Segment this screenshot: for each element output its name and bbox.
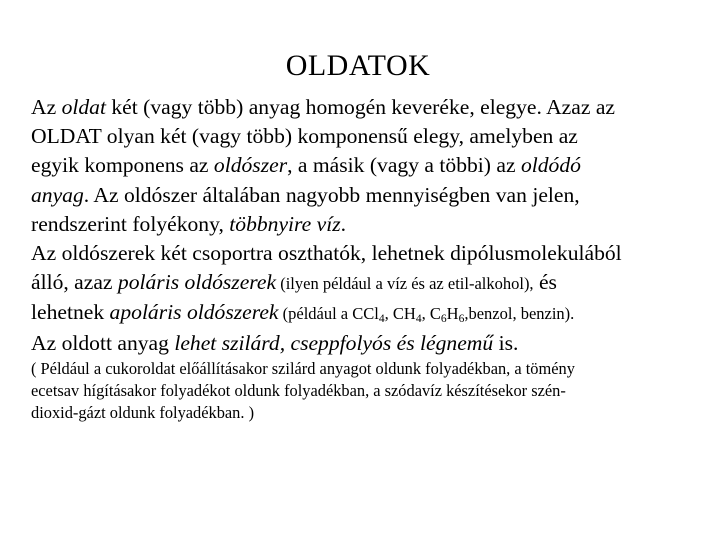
term-oldat: oldat [61,95,106,119]
text-line: Az oldószerek két csoportra oszthatók, lehetnek dipólusmolekulából [31,241,622,266]
term-anyag: anyag [31,182,84,207]
term-oldoszer: oldószer [213,153,288,178]
page-title-text: OLDATOK [285,49,431,82]
paragraph-definition [31,93,711,239]
text-line: ( Például a cukoroldat előállításakor szilárd anyagot oldunk folyadékban, a tömény [31,358,575,378]
text-line: Az oldat két (vagy több) anyag homogén keveréke, elegye. Azaz az [31,95,615,119]
text-line: anyag. Az oldószer általában nagyobb mennyiségben van jelen, [31,182,580,207]
text-line: Az oldott anyag lehet szilárd, cseppfolyós és légnemű is. [31,330,519,355]
term-viz: többnyire víz [229,211,341,236]
term-apolaris: apoláris oldószerek [109,300,279,325]
text-line: ecetsav hígításakor folyadékot oldunk folyadékban, a szódavíz készítésekor szén- [31,380,566,400]
term-states: lehet szilárd, cseppfolyós és légnemű [174,330,494,355]
term-oldodo: oldódó [520,153,581,178]
paragraph-states [31,329,711,358]
paragraph-solvents [31,239,711,329]
text-line: lehetnek apoláris oldószerek (például a CCl$_4$, $CH_4$, $C_6H_6,benzol$, benzin). [31,300,575,326]
text-line: rendszerint folyékony, többnyire víz. [31,211,347,236]
text-line: egyik komponens az oldószer, a másik (vagy a többi) az oldódó [31,153,581,178]
document-body [31,93,711,424]
text-line: álló, azaz poláris oldószerek (ilyen például a víz és az etil-alkohol), és [31,270,557,295]
page-title [0,46,720,86]
paragraph-examples [31,358,711,424]
term-polaris: poláris oldószerek [117,270,277,295]
text-line: OLDAT olyan két (vagy több) komponensű elegy, amelyben az [31,124,578,149]
text-line: dioxid-gázt oldunk folyadékban. ) [31,402,255,422]
